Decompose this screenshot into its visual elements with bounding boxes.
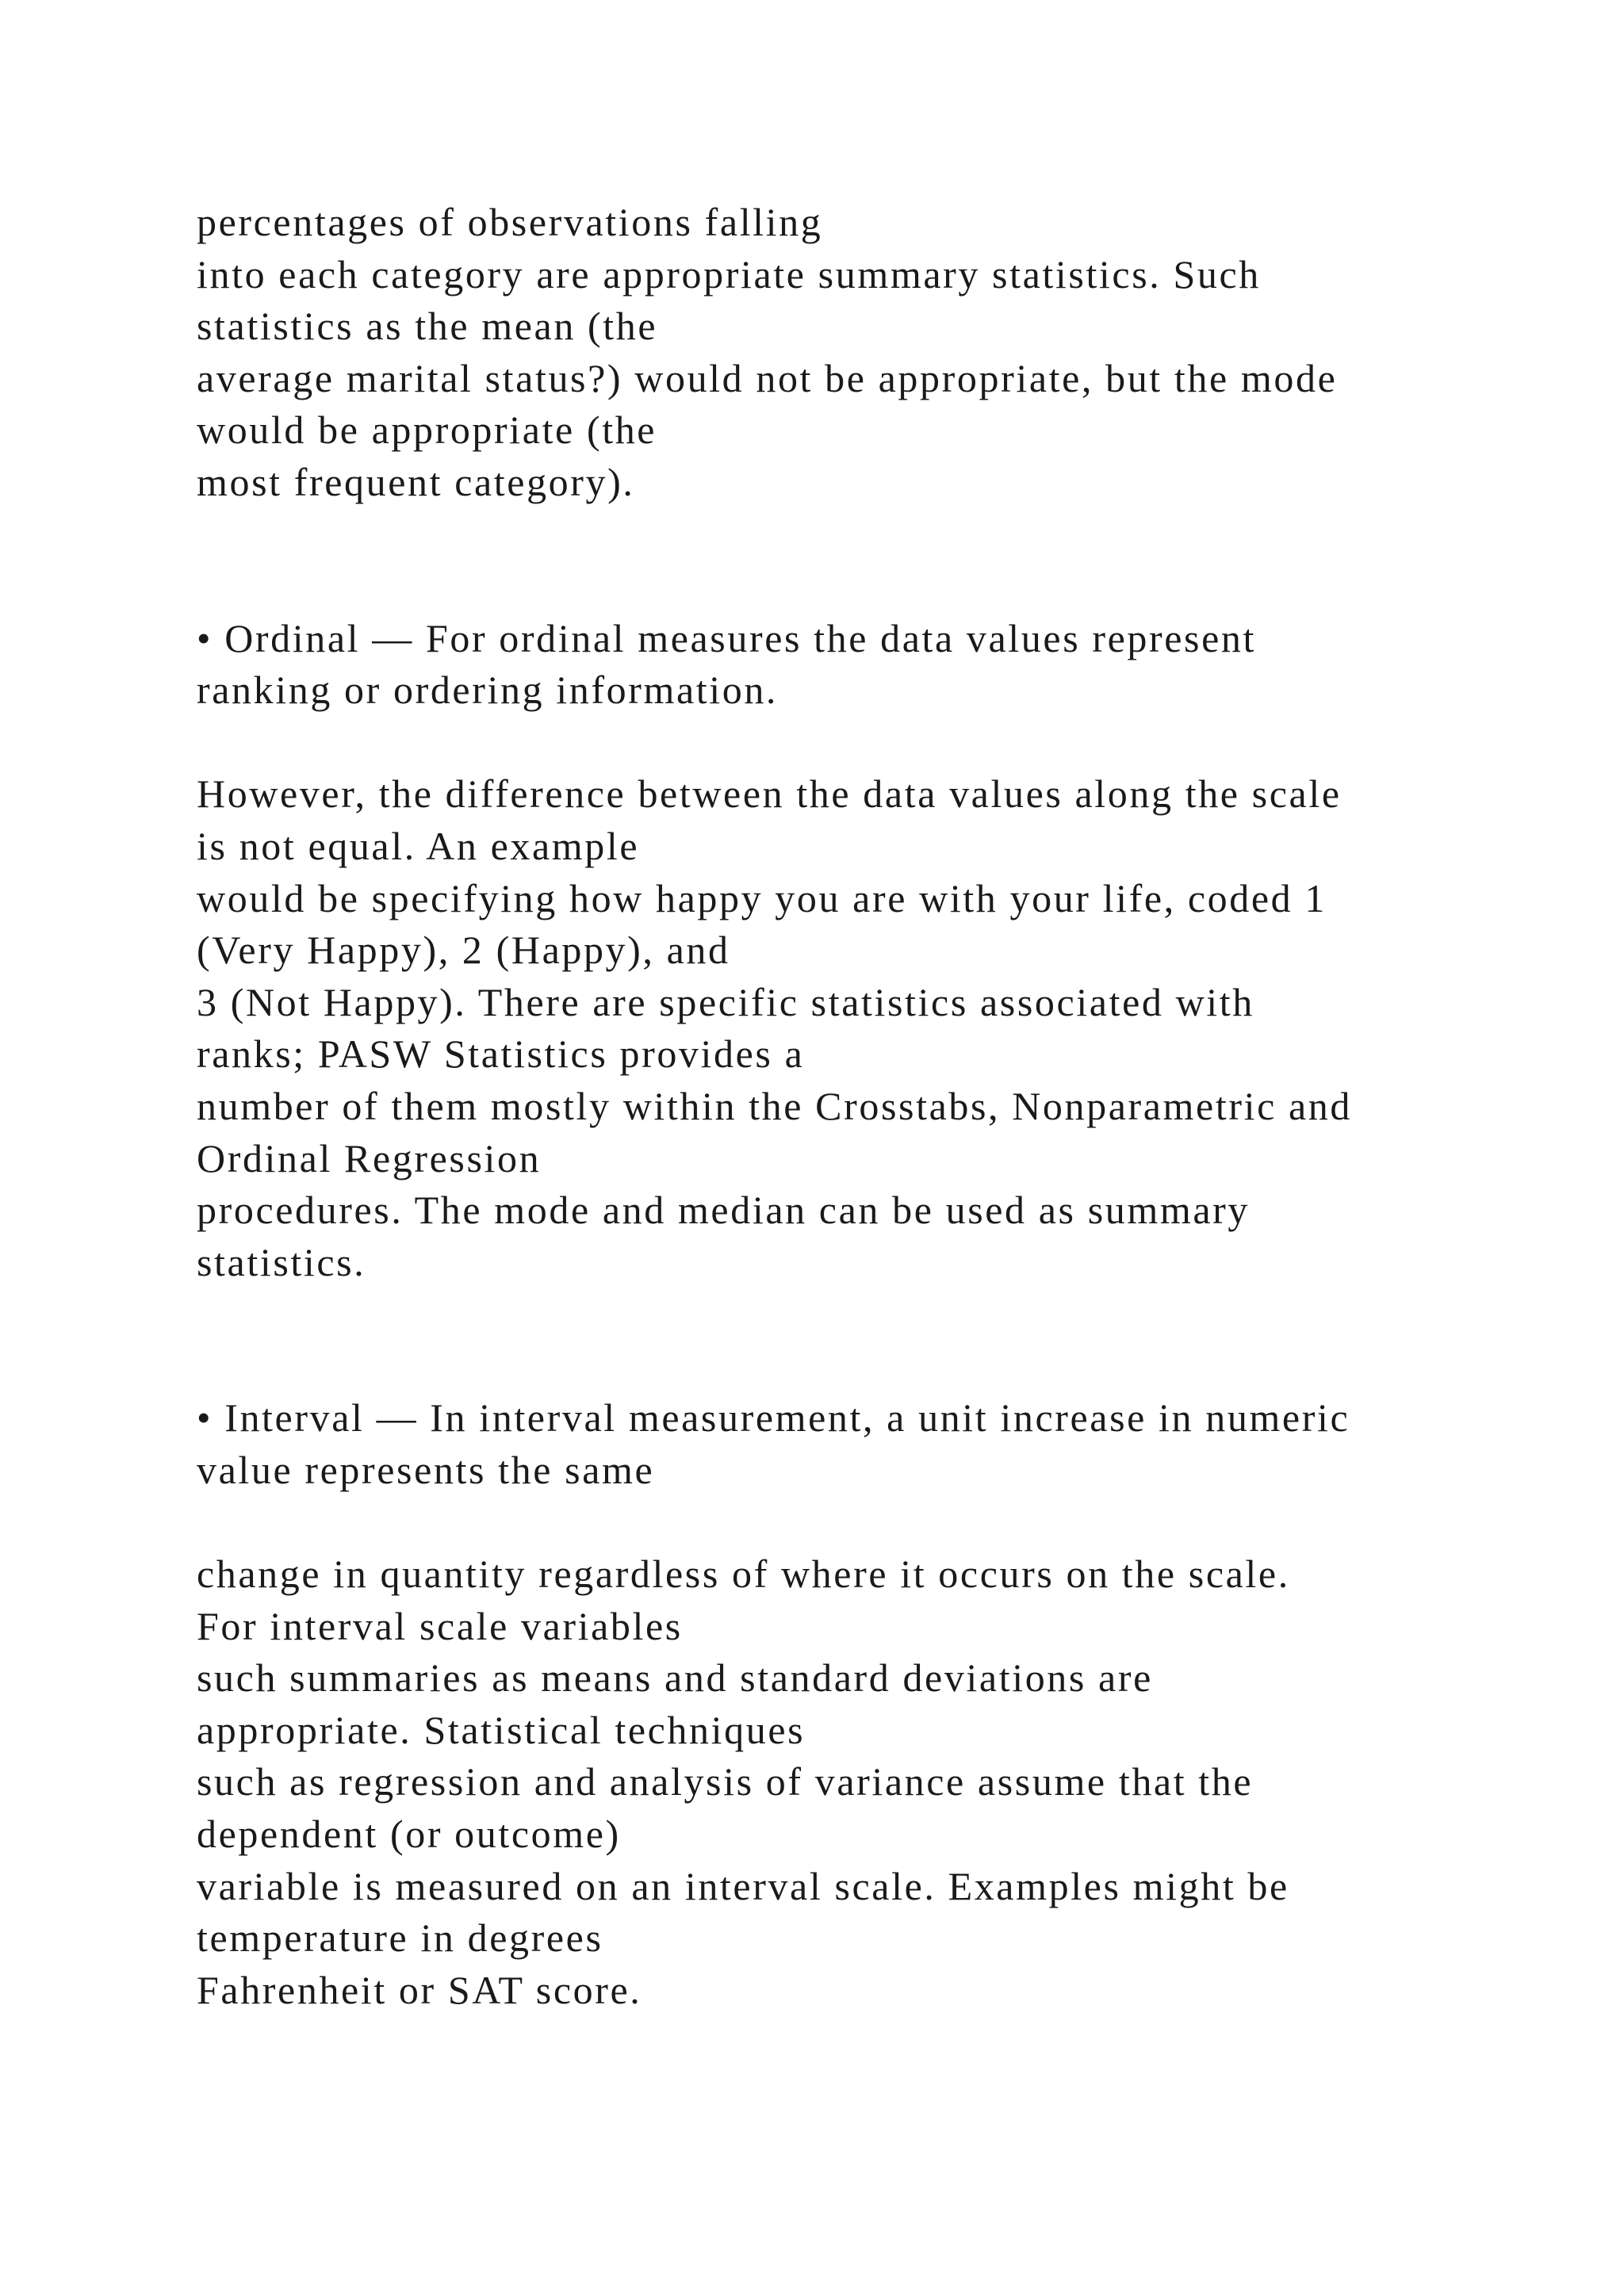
text-line: such summaries as means and standard deviations are <box>197 1655 1153 1701</box>
text-line: ranking or ordering information. <box>197 668 779 713</box>
text-line: procedures. The mode and median can be used as summary <box>197 1188 1250 1233</box>
text-line: dependent (or outcome) <box>197 1812 621 1857</box>
paragraph-ordinal-body <box>197 768 1497 1288</box>
text-line: percentages of observations falling <box>197 200 823 244</box>
text-line: average marital status?) would not be appropriate, but the mode <box>197 355 1338 400</box>
text-line: change in quantity regardless of where it occurs on the scale. <box>197 1552 1290 1597</box>
text-line: number of them mostly within the Crosstabs, Nonparametric and <box>197 1083 1352 1128</box>
text-line: such as regression and analysis of variance assume that the <box>197 1759 1254 1804</box>
text-line: However, the difference between the data values along the scale <box>197 771 1342 817</box>
text-line: is not equal. An example <box>197 823 640 868</box>
text-line: ranks; PASW Statistics provides a <box>197 1031 805 1077</box>
paragraph-ordinal-heading <box>197 613 1497 717</box>
text-line: • Interval — In interval measurement, a unit increase in numeric <box>197 1395 1350 1441</box>
paragraph-spacer <box>197 509 1497 613</box>
text-line: For interval scale variables <box>197 1603 683 1648</box>
paragraph-spacer <box>197 717 1497 769</box>
text-line: Fahrenheit or SAT score. <box>197 1967 642 2012</box>
text-line: into each category are appropriate summary statistics. Such <box>197 251 1261 297</box>
text-line: most frequent category). <box>197 459 635 504</box>
text-line: • Ordinal — For ordinal measures the data values represent <box>197 615 1256 660</box>
text-line: temperature in degrees <box>197 1915 603 1961</box>
text-line: variable is measured on an interval scale. Examples might be <box>197 1863 1289 1908</box>
document-body <box>197 197 1497 2016</box>
paragraph-spacer <box>197 1288 1497 1392</box>
paragraph-interval-body <box>197 1548 1497 2016</box>
text-line: (Very Happy), 2 (Happy), and <box>197 928 730 973</box>
text-line: statistics as the mean (the <box>197 304 658 349</box>
text-line: Ordinal Regression <box>197 1135 542 1181</box>
text-line: value represents the same <box>197 1447 655 1492</box>
text-line: statistics. <box>197 1239 366 1284</box>
text-line: would be appropriate (the <box>197 408 657 453</box>
paragraph-spacer <box>197 1496 1497 1548</box>
text-line: appropriate. Statistical techniques <box>197 1707 806 1752</box>
text-line: would be specifying how happy you are with your life, coded 1 <box>197 875 1327 920</box>
paragraph-nominal-tail <box>197 197 1497 509</box>
text-line: 3 (Not Happy). There are specific statistics associated with <box>197 979 1254 1024</box>
paragraph-interval-heading <box>197 1392 1497 1496</box>
